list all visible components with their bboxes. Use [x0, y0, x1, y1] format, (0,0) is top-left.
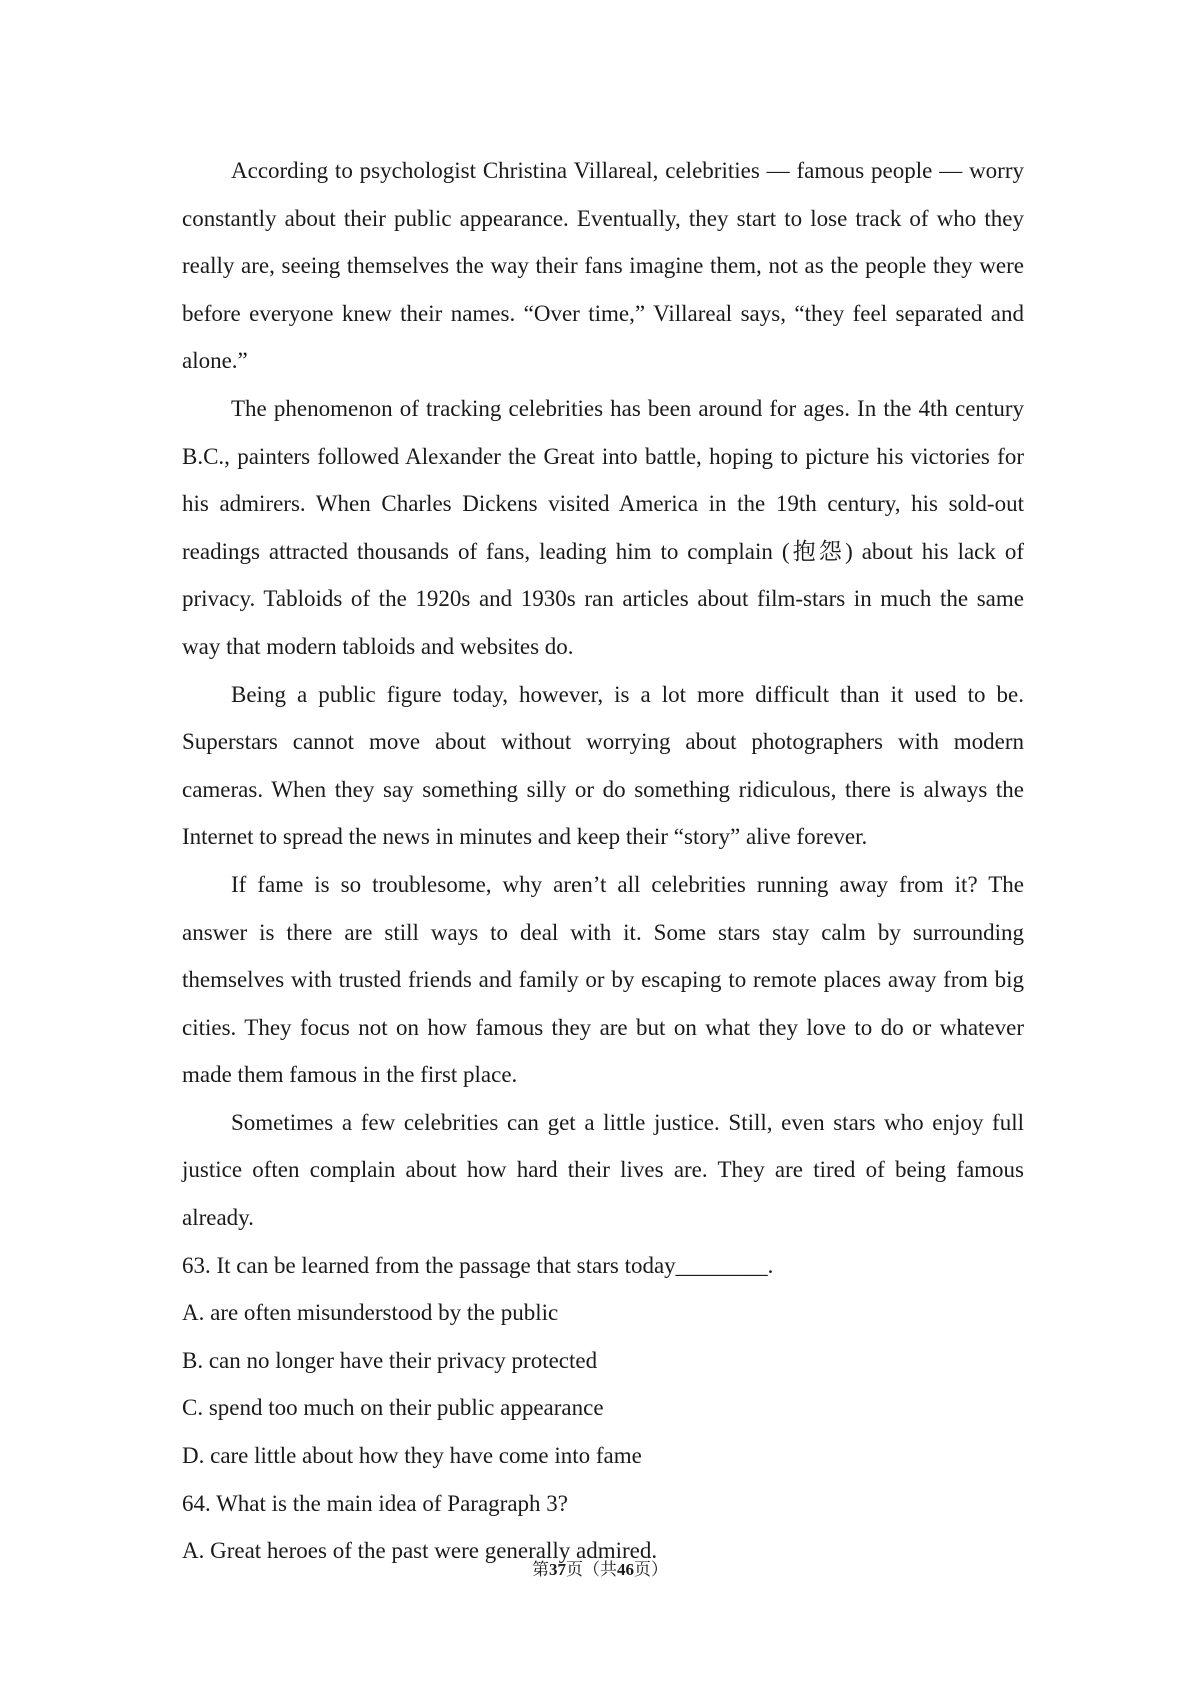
question-63-option-b: B. can no longer have their privacy protected: [182, 1347, 598, 1373]
footer-middle: 页（共: [566, 1560, 617, 1579]
passage-paragraph-3: Being a public figure today, however, is a lot more difficult than it used to be. Superstars cannot move about without worrying about photographers with modern cameras. When they say something silly or do something ridiculous, there is always the Internet to spread the news in minutes and keep their “story” alive forever.: [182, 681, 1024, 850]
page-content: [182, 147, 1024, 1575]
footer-page-number: 37: [549, 1560, 566, 1579]
passage-paragraph-4: If fame is so troublesome, why aren’t all celebrities running away from it? The answer is there are still ways to deal with it. Some stars stay calm by surrounding themselves with trusted friends and family or by escaping to remote places away from big cities. They focus not on how famous they are but on what they love to do or whatever made them famous in the first place.: [182, 871, 1024, 1088]
passage-paragraph-5: Sometimes a few celebrities can get a little justice. Still, even stars who enjoy full justice often complain about how hard their lives are. They are tired of being famous already.: [182, 1109, 1024, 1231]
question-64-option-a: A. Great heroes of the past were generally admired.: [182, 1538, 658, 1564]
question-63-option-c: C. spend too much on their public appearance: [182, 1395, 604, 1421]
footer-total-pages: 46: [617, 1560, 634, 1579]
question-63-option-d: D. care little about how they have come into fame: [182, 1443, 642, 1469]
question-63-stem: 63. It can be learned from the passage that stars today________.: [182, 1252, 774, 1278]
footer-suffix: 页）: [634, 1560, 668, 1579]
question-63-option-a: A. are often misunderstood by the public: [182, 1300, 559, 1326]
question-64-stem: 64. What is the main idea of Paragraph 3?: [182, 1490, 568, 1516]
passage-paragraph-2: The phenomenon of tracking celebrities has been around for ages. In the 4th century B.C., painters followed Alexander the Great into battle, hoping to picture his victories for his admirers. When Charles Dickens visited America in the 19th century, his sold-out readings attracted thousands of fans, leading him to complain (抱怨) about his lack of privacy. Tabloids of the 1920s and 1930s ran articles about film-stars in much the same way that modern tabloids and websites do.: [182, 395, 1024, 659]
page-footer: [0, 1558, 1200, 1582]
footer-prefix: 第: [532, 1560, 549, 1579]
passage-paragraph-1: According to psychologist Christina Villareal, celebrities — famous people — worry constantly about their public appearance. Eventually, they start to lose track of who they really are, seeing themselves the way their fans imagine them, not as the people they were before everyone knew their names. “Over time,” Villareal says, “they feel separated and alone.”: [182, 158, 1024, 374]
